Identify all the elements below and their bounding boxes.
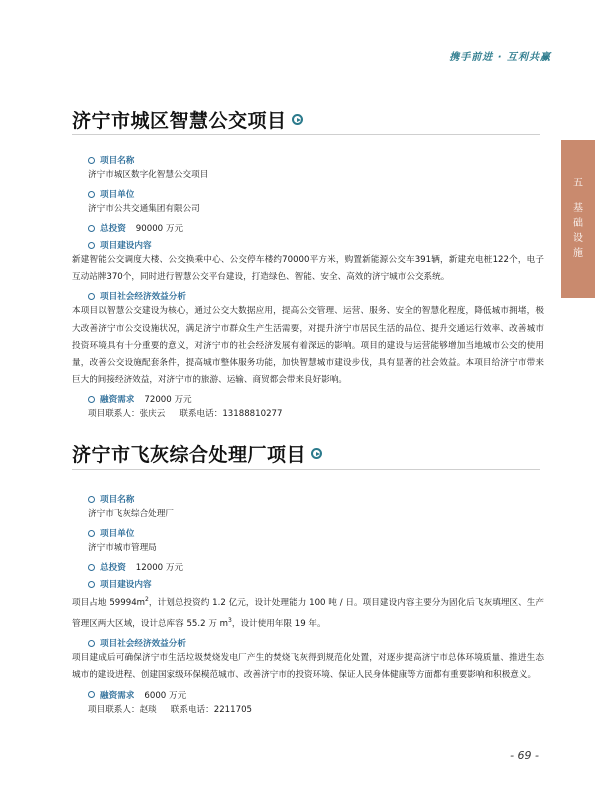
chapter-label-char: 基: [573, 203, 583, 214]
project2-content-label: 项目建设内容: [88, 577, 544, 591]
chapter-label-char: 设: [573, 233, 583, 244]
bullet-circle-icon: [88, 242, 95, 249]
project2-content: 项目占地 $59994m^2$，计划总投资约 1.2 亿元，设计处理能力 100 吨 / 日。项目建设内容主要分为固化后飞灰填埋区、生产管理区两大区域，设计总库容 55.2 万 $m^3$，设计使用年限 19 年。: [72, 596, 544, 629]
project1-benefit-label: 项目社会经济效益分析: [88, 289, 544, 303]
project1-name: 济宁市城区数字化智慧公交项目: [88, 170, 209, 180]
project1-details: [72, 150, 544, 423]
project2-contact-person: 项目联系人：赵琰: [88, 704, 157, 715]
project2-benefit-label: 项目社会经济效益分析: [88, 636, 544, 650]
project1-unit-label: 项目单位: [88, 187, 544, 201]
bullet-circle-icon: [88, 157, 95, 164]
project1-contact-person: 项目联系人：张庆云: [88, 409, 166, 420]
project2-unit: 济宁市城市管理局: [88, 543, 157, 553]
chapter-label-char: 础: [573, 218, 583, 229]
chapter-number: 五: [573, 178, 583, 189]
project2-details: [72, 489, 544, 719]
project1-unit: 济宁市公共交通集团有限公司: [88, 204, 200, 214]
bullet-circle-icon: [88, 293, 95, 300]
bullet-circle-icon: [88, 640, 95, 647]
header-slogan: 携手前进 · 互利共赢: [449, 52, 551, 63]
bullet-circle-icon: [88, 396, 95, 403]
project1-title-text: 济宁市城区智慧公交项目: [72, 110, 287, 132]
project1-investment: 总投资 90000 万元: [88, 221, 544, 235]
arrow-circle-icon: [311, 448, 322, 459]
project2-unit-label: 项目单位: [88, 526, 544, 540]
project1-name-label: 项目名称: [88, 153, 544, 167]
project2-title: [72, 440, 322, 467]
project2-finance-value: 6000 万元: [144, 690, 187, 701]
bullet-circle-icon: [88, 225, 95, 232]
bullet-circle-icon: [88, 530, 95, 537]
project1-content: 新建智能公交调度大楼、公交换乘中心、公交停车楼约70000平方米，购置新能源公交车391辆，新建充电桩122个，电子互动站牌370个，同时进行智慧公交平台建设，打造绿色、智能、安全、高效的济宁城市公交系统。: [72, 255, 544, 283]
bullet-circle-icon: [88, 581, 95, 588]
project2-title-text: 济宁市飞灰综合处理厂项目: [72, 444, 307, 466]
bullet-circle-icon: [88, 496, 95, 503]
project2-name: 济宁市飞灰综合处理厂: [88, 509, 174, 519]
page-number: - 69 -: [510, 749, 539, 762]
project1-investment-value: 90000 万元: [135, 224, 184, 234]
project1-contact-phone: 联系电话：13188810277: [179, 409, 283, 420]
chapter-label-char: 施: [573, 248, 583, 259]
bullet-circle-icon: [88, 691, 95, 698]
arrow-circle-icon: [292, 114, 303, 125]
project1-title: [72, 106, 303, 133]
project1-benefit: 本项目以智慧公交建设为核心，通过公交大数据应用，提高公交管理、运营、服务、安全的智慧化程度，降低城市拥堵，极大改善济宁市公交设施状况，满足济宁市群众生产生活需要，对提升济宁市居民生活的品位、提升交通运行效率、改善城市投资环境具有十分重要的意义，对济宁市的社会经济发展有着深远的影响。项目的建设与运营能够增加当地城市公交的使用量，改善公交设施配套条件，提高城市整体服务功能，加快智慧城市建设步伐，具有显著的社会效益。本项目给济宁市带来巨大的间接经济效益，对济宁市的旅游、运输、商贸都会带来良好影响。: [72, 306, 544, 386]
project1-contact: [88, 406, 544, 423]
project2-finance: 融资需求 6000 万元: [88, 688, 544, 702]
project2-investment-value: 12000 万元: [135, 563, 184, 573]
section-divider: [72, 469, 540, 470]
project2-benefit: 项目建成后可确保济宁市生活垃圾焚烧发电厂产生的焚烧飞灰得到规范化处置，对逐步提高济宁市总体环境质量、推进生态城市的建设进程、创建国家级环保模范城市、改善济宁市的投资环境、保证人民身体健康等方面都有重要影响和积极意义。: [72, 653, 544, 681]
project2-investment: 总投资 12000 万元: [88, 560, 544, 574]
section-divider: [72, 134, 540, 135]
bullet-circle-icon: [88, 564, 95, 571]
project1-finance: 融资需求 72000 万元: [88, 392, 544, 406]
project1-finance-value: 72000 万元: [144, 395, 192, 406]
chapter-side-tab: [561, 140, 595, 298]
project2-contact-phone: 联系电话：2211705: [170, 704, 253, 715]
project2-name-label: 项目名称: [88, 492, 544, 506]
bullet-circle-icon: [88, 191, 95, 198]
project1-content-label: 项目建设内容: [88, 238, 544, 252]
project2-contact: [88, 702, 544, 719]
